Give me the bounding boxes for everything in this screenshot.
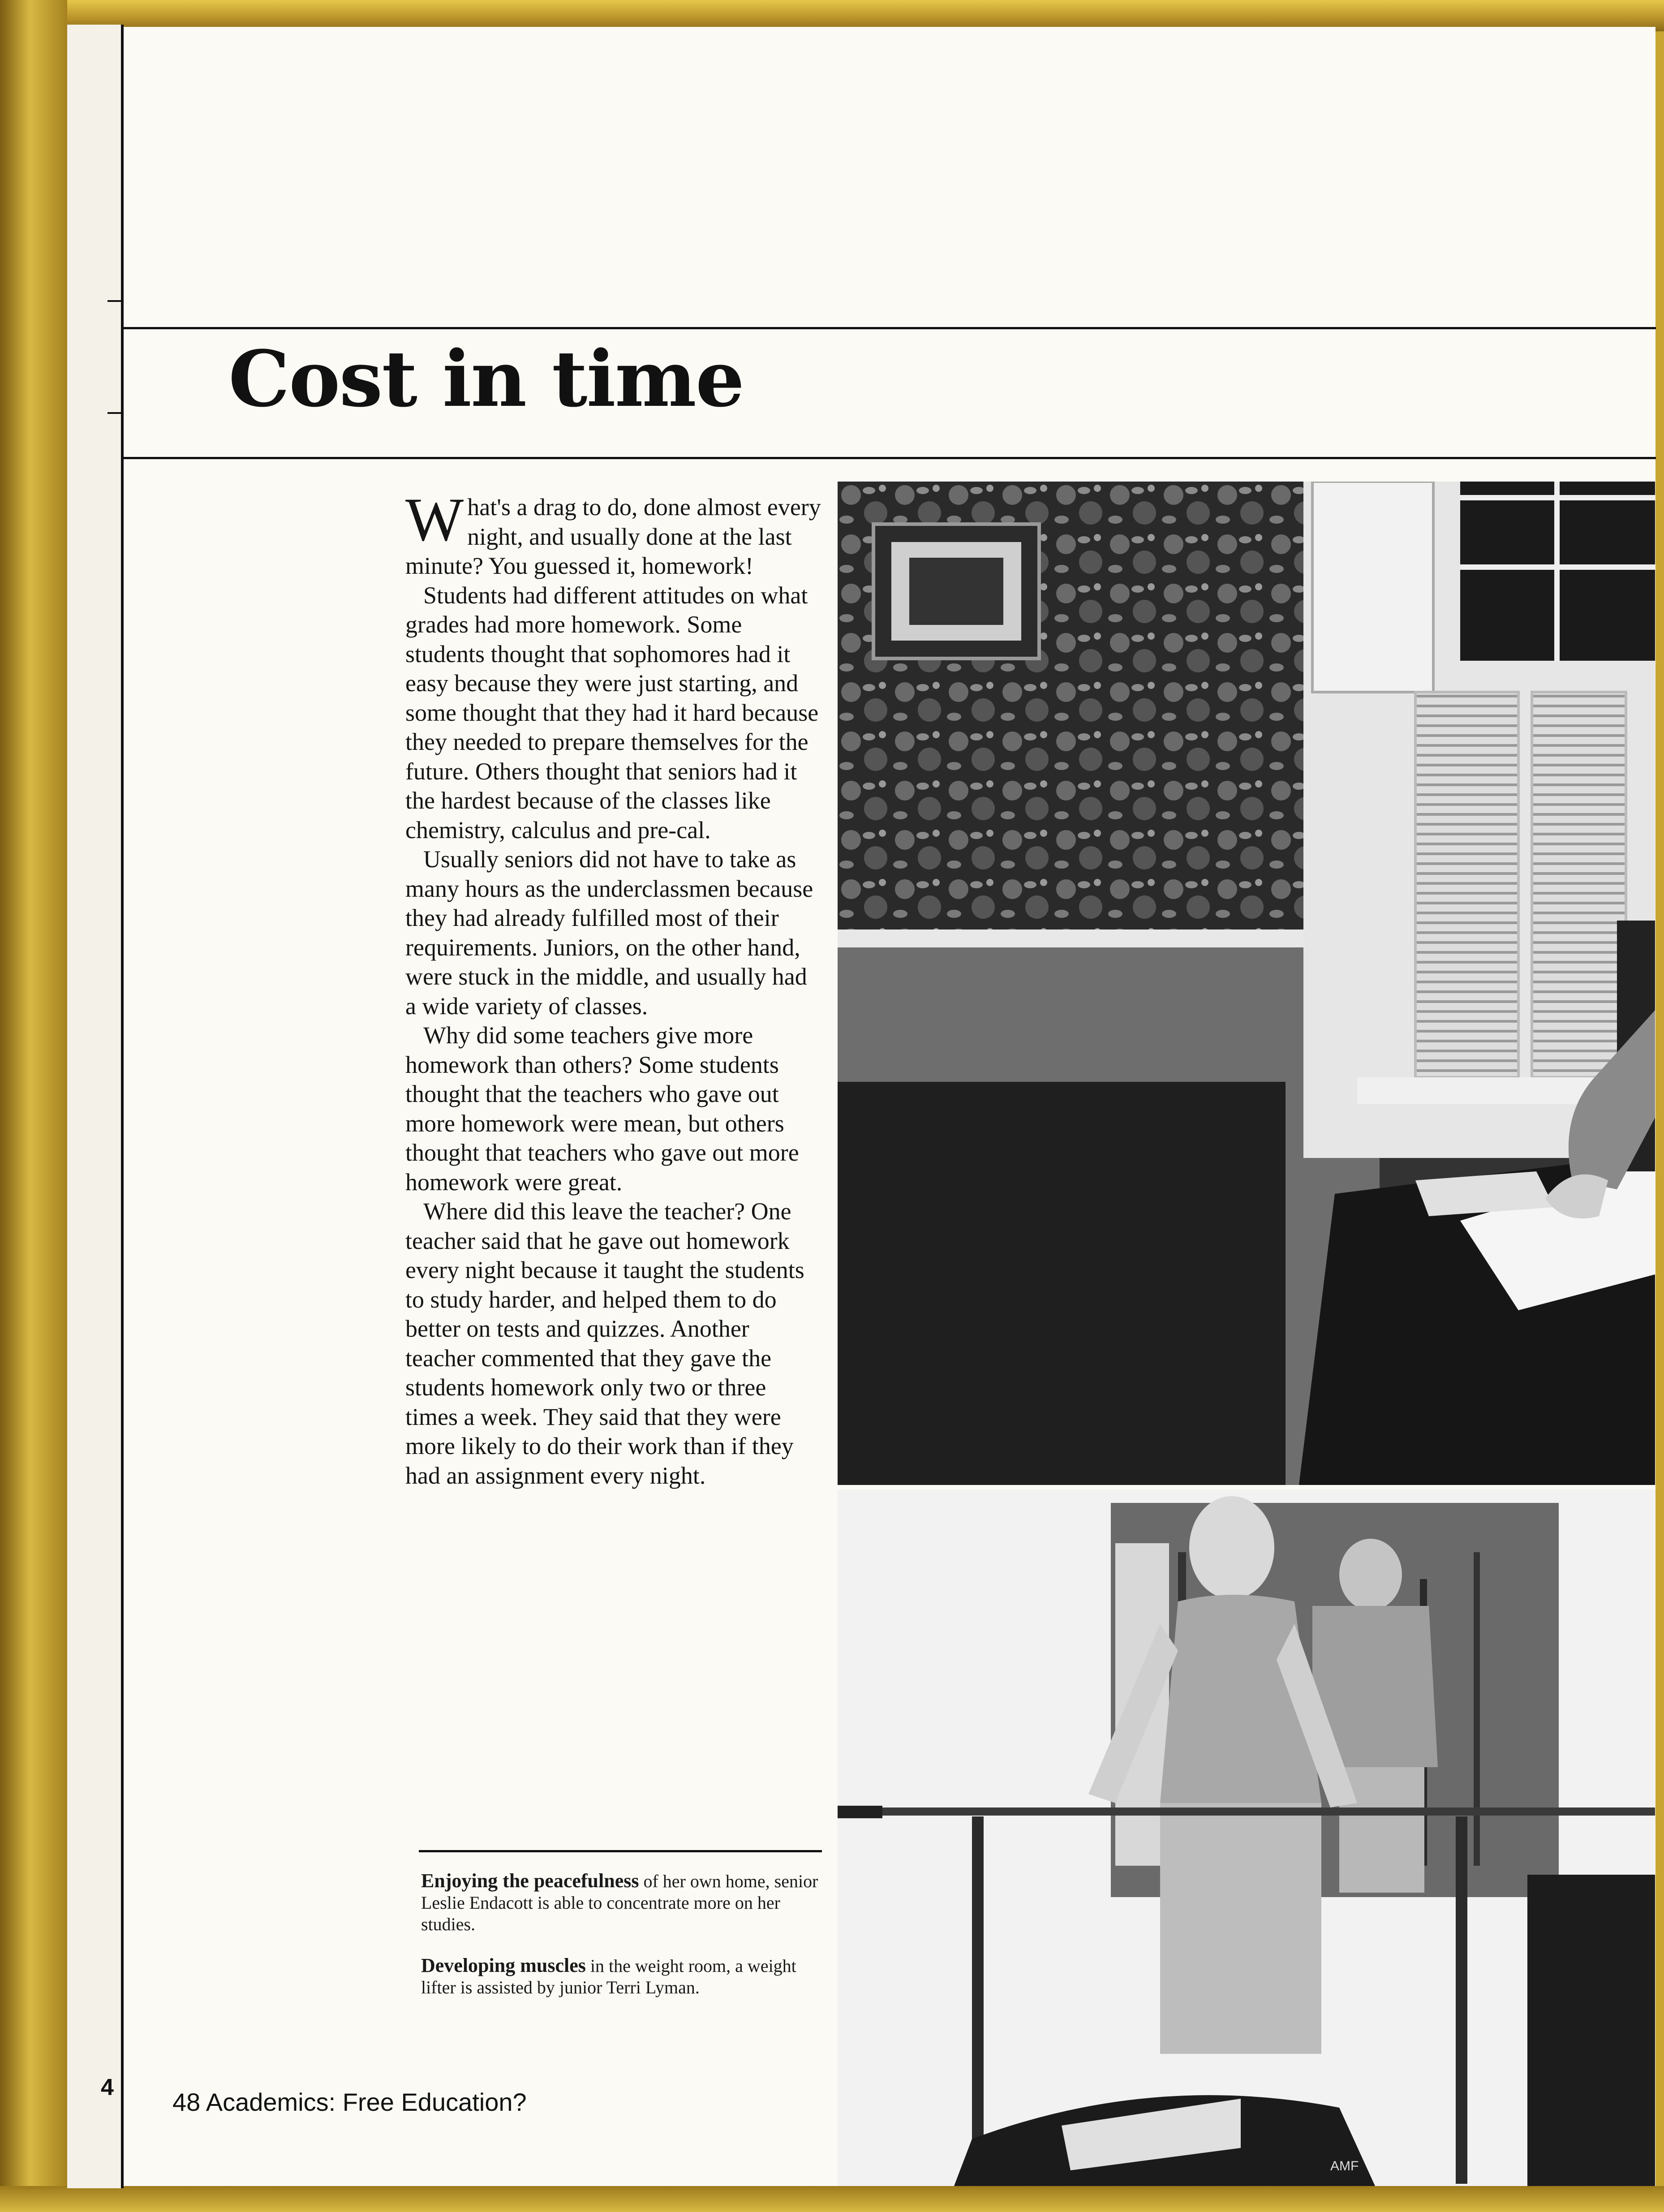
article-body — [405, 485, 822, 1490]
caption-lead: Developing muscles — [421, 1954, 586, 1976]
article-paragraph — [405, 485, 822, 581]
tick-mark — [107, 300, 123, 302]
caption — [421, 1870, 820, 1935]
gold-binding-bottom — [0, 2186, 1664, 2212]
caption-text: of her own home, senior Leslie Endacott is able to concentrate more on her studies. — [421, 1871, 818, 1934]
left-vertical-rule — [122, 63, 124, 2186]
photo-captions — [421, 1870, 820, 2018]
title-bottom-rule — [122, 457, 1656, 459]
paragraph-text: hat's a drag to do, done almost every night, and usually done at the last minute? You guessed it, homework! — [405, 494, 821, 579]
page-title: Cost in time — [228, 333, 744, 424]
study-photo — [838, 482, 1655, 1485]
caption — [421, 1955, 820, 1998]
study-photo-image — [838, 482, 1655, 1485]
tick-mark — [107, 412, 123, 414]
drop-cap: W — [405, 485, 464, 554]
amf-logo-text: AMF — [1330, 2159, 1359, 2173]
title-top-rule — [122, 327, 1656, 329]
caption-lead: Enjoying the peacefulness — [421, 1870, 639, 1892]
article-paragraph: Students had different attitudes on what grades had more homework. Some students thought that sophomores had it easy because they were just starting, and some thought that they had it hard because they needed to prepare themselves for the future. Others thought that seniors had it the hardest because of the classes like chemistry, calculus and pre-cal. — [405, 581, 819, 843]
gold-binding-left — [0, 0, 67, 2212]
caption-rule — [419, 1850, 822, 1852]
article-paragraph: Where did this leave the teacher? One teacher said that he gave out homework every night because it taught the students to study harder, and helped them to do better on tests and quizzes. Another teacher commented that they gave the students homework only two or three times a week. They said that they were more likely to do their work than if they had an assignment every night. — [405, 1198, 804, 1489]
weight-room-photo-image — [838, 1489, 1655, 2186]
caption-text: in the weight room, a weight lifter is assisted by junior Terri Lyman. — [421, 1956, 796, 1997]
page-edge-number: 4 — [101, 2074, 114, 2100]
page-edge-strip — [67, 25, 124, 2188]
weight-room-photo — [838, 1489, 1655, 2186]
article-paragraph: Why did some teachers give more homework than others? Some students thought that the teachers who gave out more homework were mean, but others thought that teachers who gave out more homework were great. — [405, 1022, 799, 1196]
page-folio: 48 Academics: Free Education? — [172, 2088, 527, 2116]
article-paragraph: Usually seniors did not have to take as many hours as the underclassmen because they had already fulfilled most of their requirements. Juniors, on the other hand, were stuck in the middle, and usually had a wide variety of classes. — [405, 846, 813, 1020]
